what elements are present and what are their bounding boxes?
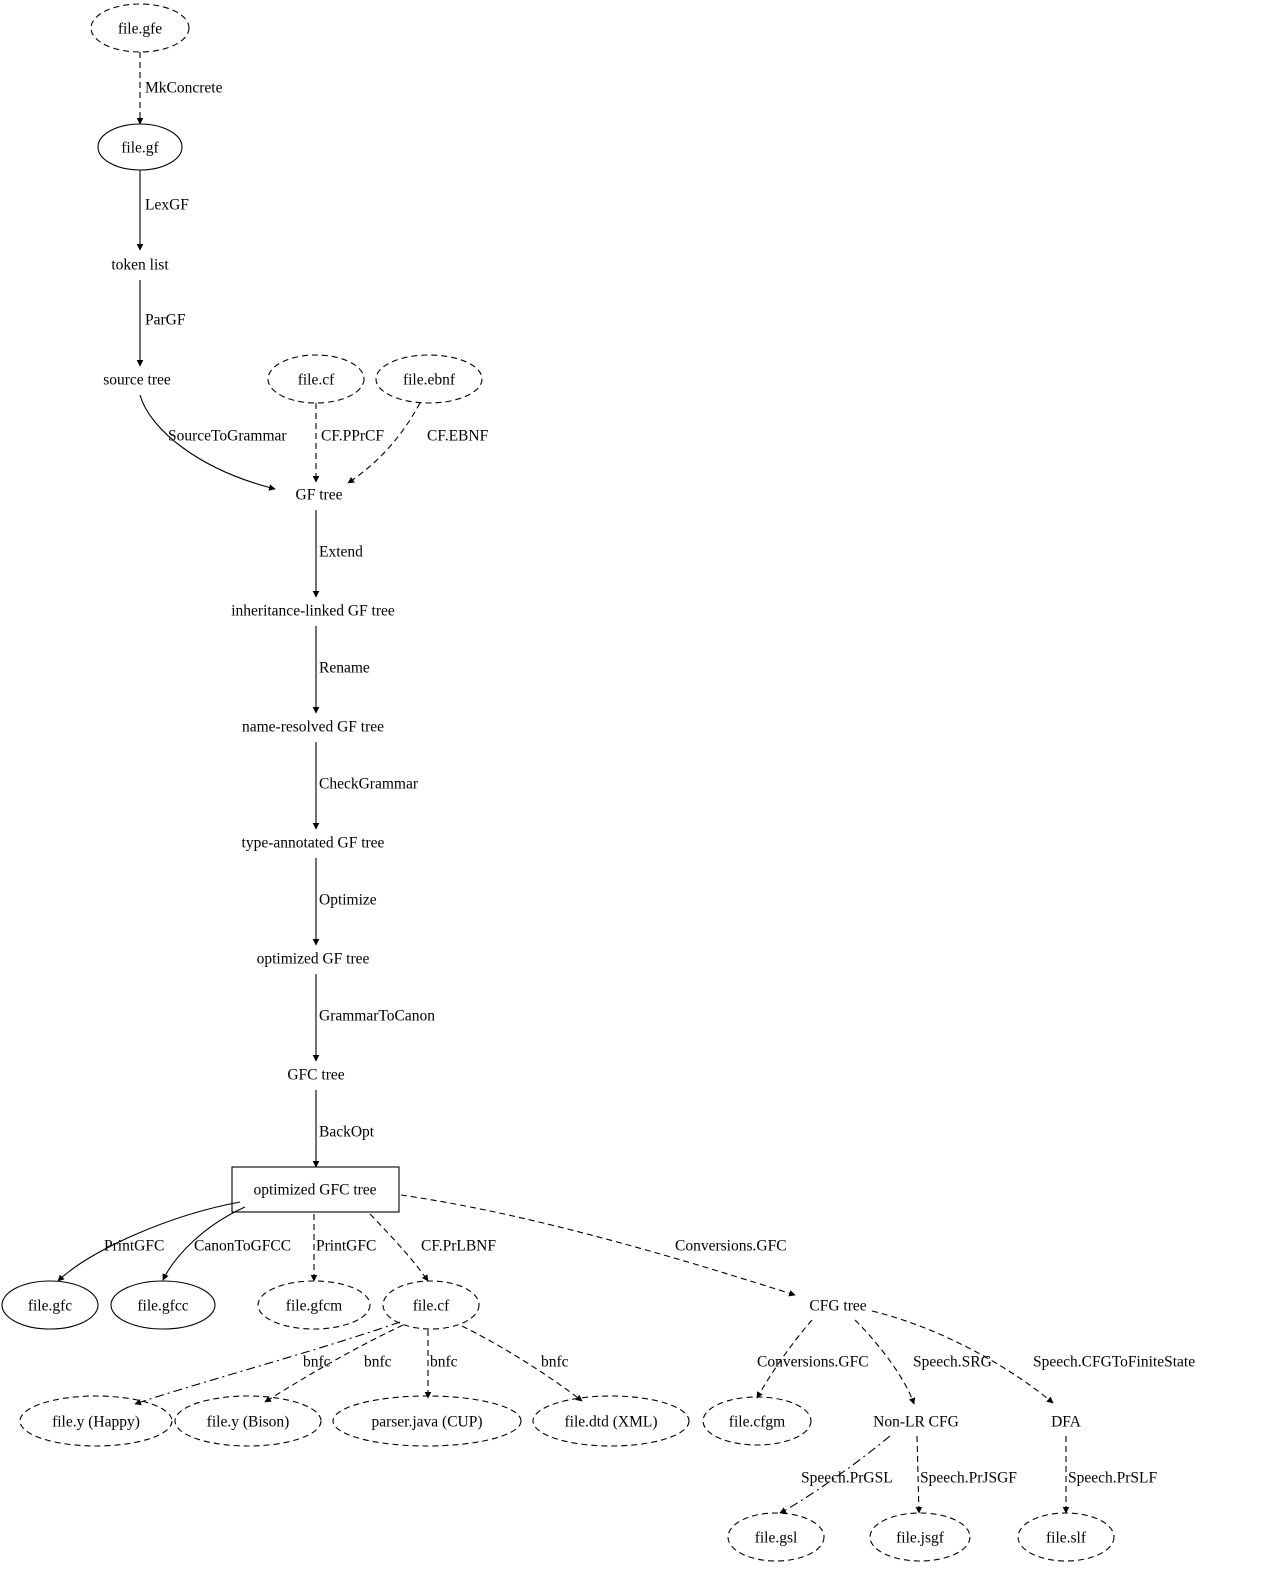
node-label-optimized-gf-tree: optimized GF tree (256, 950, 370, 968)
edge-label-speech-prjsgf: Speech.PrJSGF (920, 1469, 1017, 1487)
edge-filecf-happy (135, 1322, 400, 1404)
node-label-gfc-tree: GFC tree (287, 1066, 345, 1084)
edge-label-speech-srg: Speech.SRG (913, 1353, 992, 1371)
node-label-type-annotated-gf-tree: type-annotated GF tree (241, 834, 385, 852)
edge-label-speech-prslf: Speech.PrSLF (1068, 1469, 1158, 1487)
edge-label-bnfc-4: bnfc (541, 1353, 569, 1371)
node-label-file-jsgf: file.jsgf (896, 1529, 944, 1547)
node-label-parser-java-cup: parser.java (CUP) (371, 1413, 483, 1431)
node-label-file-gfcm: file.gfcm (285, 1297, 343, 1315)
edge-label-bnfc-1: bnfc (303, 1353, 331, 1371)
edge-nonlrcfg-jsgf (917, 1436, 919, 1513)
edge-label-checkgrammar: CheckGrammar (319, 775, 418, 793)
node-label-file-ebnf: file.ebnf (402, 371, 456, 389)
edge-label-grammartocanon: GrammarToCanon (319, 1007, 435, 1025)
node-label-file-slf: file.slf (1045, 1529, 1087, 1547)
edge-label-optimize: Optimize (319, 891, 377, 909)
edge-label-sourcetogrammar: SourceToGrammar (168, 427, 287, 445)
edge-label-bnfc-2: bnfc (364, 1353, 392, 1371)
node-label-file-gfc: file.gfc (27, 1297, 73, 1315)
edge-label-extend: Extend (319, 543, 363, 561)
edge-label-speech-prgsl: Speech.PrGSL (801, 1469, 893, 1487)
node-label-source-tree: source tree (103, 371, 171, 389)
edge-label-speech-cfgtofinitestate: Speech.CFGToFiniteState (1033, 1353, 1196, 1371)
edge-label-bnfc-3: bnfc (430, 1353, 458, 1371)
edge-optgfc-filecf2 (370, 1214, 428, 1281)
edge-label-conversions-gfc-1: Conversions.GFC (675, 1237, 787, 1255)
edge-label-mkconcrete: MkConcrete (145, 79, 223, 97)
edge-label-cf-ebnf: CF.EBNF (427, 427, 489, 445)
node-label-name-resolved-gf-tree: name-resolved GF tree (241, 718, 385, 736)
node-label-gf-tree: GF tree (295, 486, 343, 504)
node-label-cfg-tree: CFG tree (809, 1297, 867, 1315)
node-label-file-y-happy: file.y (Happy) (52, 1413, 140, 1431)
node-label-file-gsl: file.gsl (754, 1529, 798, 1547)
edge-label-canontogfcc: CanonToGFCC (194, 1237, 292, 1255)
edge-label-pargf: ParGF (145, 311, 186, 329)
edge-label-printgfc-1: PrintGFC (104, 1237, 165, 1255)
node-label-file-gfcc: file.gfcc (137, 1297, 189, 1315)
node-label-token-list: token list (111, 256, 169, 274)
node-label-file-cf-1: file.cf (297, 371, 335, 389)
edge-label-conversions-gfc-2: Conversions.GFC (757, 1353, 869, 1371)
edge-label-rename: Rename (319, 659, 370, 677)
node-label-dfa: DFA (1051, 1413, 1081, 1431)
node-label-file-dtd-xml: file.dtd (XML) (564, 1413, 658, 1431)
node-label-file-gf: file.gf (121, 139, 159, 157)
node-label-file-y-bison: file.y (Bison) (206, 1413, 290, 1431)
node-label-optimized-gfc-tree: optimized GFC tree (253, 1181, 377, 1199)
node-label-non-lr-cfg: Non-LR CFG (873, 1413, 959, 1431)
edge-label-printgfc-2: PrintGFC (316, 1237, 377, 1255)
node-label-file-gfe: file.gfe (117, 20, 163, 38)
node-label-file-cfgm: file.cfgm (728, 1413, 786, 1431)
edge-label-cf-pprcf: CF.PPrCF (321, 427, 384, 445)
edge-label-cf-prlbnf: CF.PrLBNF (421, 1237, 496, 1255)
edge-label-lexgf: LexGF (145, 196, 189, 214)
node-label-file-cf-2: file.cf (412, 1297, 450, 1315)
node-label-inheritance-linked-gf-tree: inheritance-linked GF tree (231, 602, 395, 620)
edge-label-backopt: BackOpt (319, 1123, 375, 1141)
